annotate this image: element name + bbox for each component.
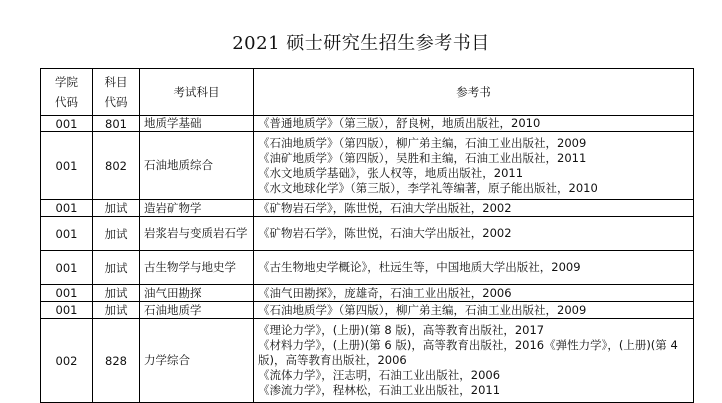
reference-book-line: 《普通地质学》（第三版），舒良树，地质出版社，2010 — [258, 116, 541, 130]
table-row — [41, 251, 694, 285]
table-row — [41, 285, 694, 302]
exam-subject-cell: 造岩矿物学 — [140, 200, 254, 217]
header-school-code-line-2: 代码 — [55, 95, 78, 109]
reference-book-line: 《水文地球化学》（第三版），李学礼等编著，原子能出版社，2010 — [258, 180, 598, 195]
reference-book-line: 《水文地质学基础》，张人权等，地质出版社，2011 — [258, 165, 524, 180]
header-school-code-line-1: 学院 — [55, 75, 78, 89]
school-code-cell: 001 — [41, 251, 93, 285]
reference-book-line: 《流体力学》，汪志明，石油工业出版社，2006 — [258, 368, 501, 382]
exam-subject-cell: 油气田勘探 — [140, 285, 254, 302]
subject-code-cell: 802 — [93, 132, 140, 200]
reference-book-line: 《石油地质学》（第四版），柳广弟主编，石油工业出版社，2009 — [258, 135, 587, 150]
exam-subject-cell: 古生物学与地史学 — [140, 251, 254, 285]
exam-subject-cell: 石油地质学 — [140, 302, 254, 319]
reference-book-line: 《古生物地史学概论》，杜远生等，中国地质大学出版社，2009 — [258, 260, 581, 274]
school-code-cell: 002 — [41, 319, 93, 403]
subject-code-cell: 801 — [93, 116, 140, 132]
reference-book-cell — [254, 285, 694, 302]
header-subject-code — [93, 69, 140, 116]
header-subject-code-line-1: 科目 — [104, 75, 128, 89]
table-row — [41, 132, 694, 200]
subject-code-cell: 加试 — [93, 251, 140, 285]
exam-subject-cell: 石油地质综合 — [140, 132, 254, 200]
header-subject-code-line-2: 代码 — [104, 95, 128, 109]
reference-book-cell — [254, 116, 694, 132]
table-header-row — [41, 69, 694, 116]
reference-book-line: 《石油地质学》（第四版），柳广弟主编，石油工业出版社，2009 — [258, 302, 587, 317]
reference-book-cell — [254, 132, 694, 200]
school-code-cell: 001 — [41, 302, 93, 319]
reference-book-line: 《矿物岩石学》，陈世悦，石油大学出版社，2002 — [258, 200, 512, 215]
reference-book-line: 《理论力学》，(上册)(第 8 版)，高等教育出版社，2017 — [258, 323, 545, 337]
table-row — [41, 217, 694, 251]
header-school-code — [41, 69, 93, 116]
reference-book-cell — [254, 217, 694, 251]
reference-book-table — [40, 68, 694, 403]
subject-code-cell: 加试 — [93, 200, 140, 217]
reference-book-line: 《材料力学》，(上册)(第 6 版)，高等教育出版社，2016《弹性力学》，(上册)(第 4 版)，高等教育出版社，2006 — [258, 338, 678, 367]
reference-book-line: 《油矿地质学》（第四版），吴胜和主编，石油工业出版社，2011 — [258, 150, 587, 165]
exam-subject-cell: 地质学基础 — [140, 116, 254, 132]
subject-code-cell: 加试 — [93, 217, 140, 251]
subject-code-cell: 828 — [93, 319, 140, 403]
reference-book-cell — [254, 200, 694, 217]
table-row — [41, 319, 694, 403]
reference-book-cell — [254, 251, 694, 285]
table-row — [41, 116, 694, 132]
page-title: 2021 硕士研究生招生参考书目 — [232, 33, 490, 54]
header-exam-subject: 考试科目 — [140, 69, 254, 116]
school-code-cell: 001 — [41, 285, 93, 302]
table-row — [41, 302, 694, 319]
exam-subject-cell: 岩浆岩与变质岩石学 — [140, 217, 254, 251]
school-code-cell: 001 — [41, 116, 93, 132]
exam-subject-cell: 力学综合 — [140, 319, 254, 403]
subject-code-cell: 加试 — [93, 302, 140, 319]
reference-book-cell — [254, 302, 694, 319]
reference-book-line: 《油气田勘探》，庞雄奇，石油工业出版社，2006 — [258, 285, 512, 300]
school-code-cell: 001 — [41, 132, 93, 200]
school-code-cell: 001 — [41, 217, 93, 251]
header-reference-books: 参考书 — [254, 69, 694, 116]
school-code-cell: 001 — [41, 200, 93, 217]
reference-book-cell — [254, 319, 694, 403]
reference-book-line: 《矿物岩石学》，陈世悦，石油大学出版社，2002 — [258, 226, 512, 240]
table-row — [41, 200, 694, 217]
subject-code-cell: 加试 — [93, 285, 140, 302]
reference-book-line: 《渗流力学》，程林松，石油工业出版社，2011 — [258, 383, 501, 397]
